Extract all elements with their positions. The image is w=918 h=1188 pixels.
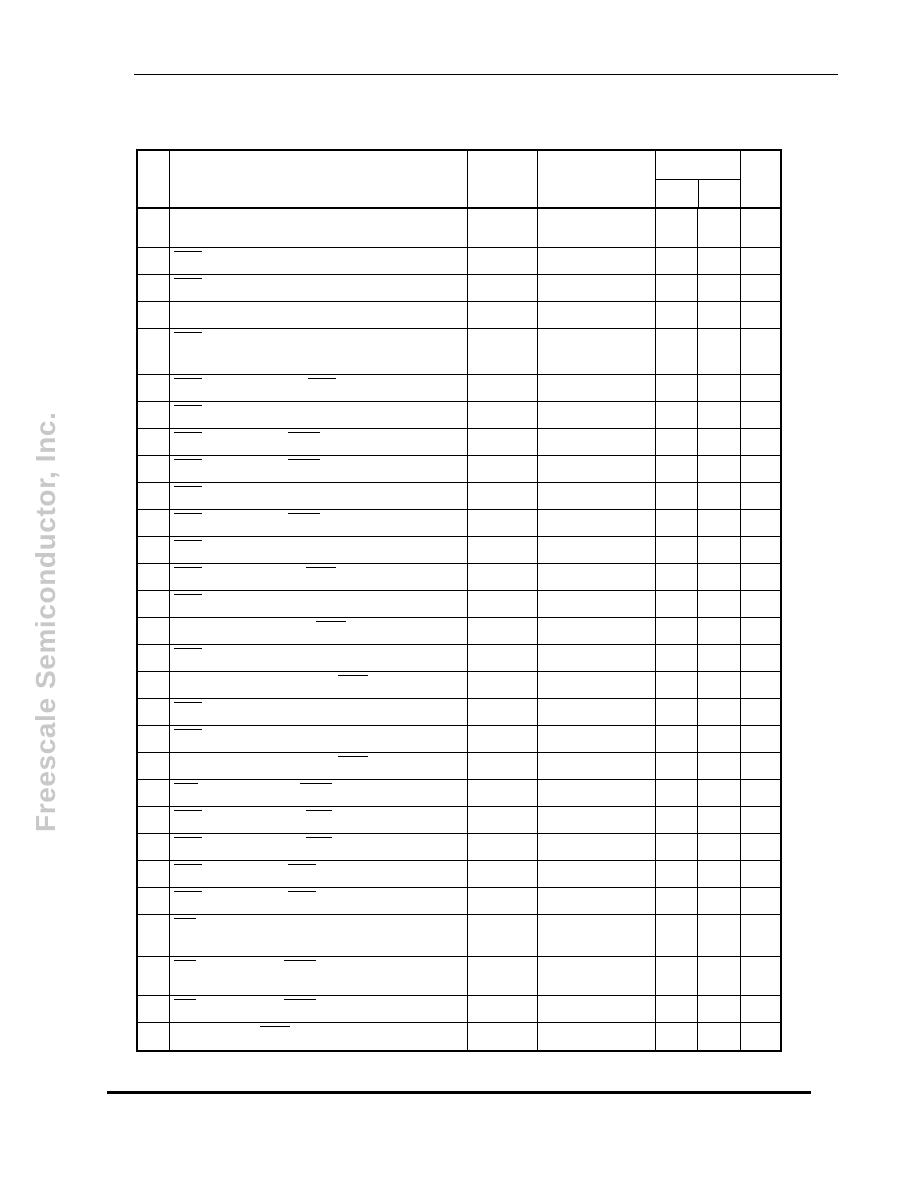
cell-characteristic bbox=[170, 375, 468, 401]
cell-min bbox=[656, 861, 698, 887]
cell-symbol bbox=[468, 510, 538, 536]
cell-unit bbox=[741, 834, 780, 860]
cell-min bbox=[656, 275, 698, 301]
cell-conditions bbox=[538, 834, 656, 860]
cell-unit bbox=[741, 861, 780, 887]
cell-num bbox=[138, 402, 170, 428]
cell-characteristic bbox=[170, 753, 468, 779]
table-row bbox=[138, 807, 780, 834]
cell-unit bbox=[741, 248, 780, 274]
cell-conditions bbox=[538, 329, 656, 374]
cell-min bbox=[656, 248, 698, 274]
cell-num bbox=[138, 915, 170, 956]
cell-max bbox=[698, 456, 741, 482]
signal-overline bbox=[174, 648, 202, 649]
cell-characteristic bbox=[170, 402, 468, 428]
cell-min bbox=[656, 402, 698, 428]
cell-characteristic bbox=[170, 618, 468, 644]
signal-overline bbox=[174, 594, 202, 595]
header-min-max-divider bbox=[698, 179, 699, 207]
cell-unit bbox=[741, 672, 780, 698]
header-symbol bbox=[468, 151, 538, 207]
cell-num bbox=[138, 302, 170, 328]
cell-min bbox=[656, 888, 698, 914]
cell-num bbox=[138, 1023, 170, 1050]
cell-characteristic bbox=[170, 510, 468, 536]
cell-num bbox=[138, 510, 170, 536]
cell-symbol bbox=[468, 699, 538, 725]
cell-unit bbox=[741, 456, 780, 482]
table-row bbox=[138, 753, 780, 780]
signal-overline bbox=[306, 837, 332, 838]
cell-num bbox=[138, 429, 170, 455]
cell-conditions bbox=[538, 645, 656, 671]
cell-conditions bbox=[538, 209, 656, 247]
cell-unit bbox=[741, 753, 780, 779]
cell-min bbox=[656, 780, 698, 806]
cell-conditions bbox=[538, 957, 656, 995]
signal-overline bbox=[316, 621, 346, 622]
cell-num bbox=[138, 753, 170, 779]
cell-characteristic bbox=[170, 807, 468, 833]
cell-unit bbox=[741, 302, 780, 328]
cell-characteristic bbox=[170, 429, 468, 455]
cell-max bbox=[698, 1023, 741, 1050]
table-row bbox=[138, 429, 780, 456]
cell-max bbox=[698, 483, 741, 509]
cell-conditions bbox=[538, 402, 656, 428]
cell-max bbox=[698, 807, 741, 833]
cell-num bbox=[138, 957, 170, 995]
signal-overline bbox=[174, 702, 202, 703]
cell-num bbox=[138, 375, 170, 401]
signal-overline bbox=[174, 540, 202, 541]
cell-unit bbox=[741, 275, 780, 301]
cell-max bbox=[698, 672, 741, 698]
cell-num bbox=[138, 996, 170, 1022]
cell-symbol bbox=[468, 302, 538, 328]
cell-symbol bbox=[468, 753, 538, 779]
table-row bbox=[138, 915, 780, 957]
table-row bbox=[138, 591, 780, 618]
signal-overline bbox=[284, 999, 316, 1000]
signal-overline bbox=[174, 891, 202, 892]
cell-conditions bbox=[538, 780, 656, 806]
table-row bbox=[138, 888, 780, 915]
cell-symbol bbox=[468, 888, 538, 914]
cell-max bbox=[698, 780, 741, 806]
cell-characteristic bbox=[170, 672, 468, 698]
signal-overline bbox=[174, 567, 202, 568]
cell-max bbox=[698, 618, 741, 644]
cell-conditions bbox=[538, 618, 656, 644]
table-row bbox=[138, 726, 780, 753]
cell-conditions bbox=[538, 726, 656, 752]
cell-min bbox=[656, 537, 698, 563]
cell-min bbox=[656, 753, 698, 779]
signal-overline bbox=[174, 251, 202, 252]
cell-num bbox=[138, 537, 170, 563]
cell-conditions bbox=[538, 753, 656, 779]
cell-conditions bbox=[538, 375, 656, 401]
signal-overline bbox=[338, 675, 368, 676]
cell-min bbox=[656, 591, 698, 617]
cell-max bbox=[698, 861, 741, 887]
cell-min bbox=[656, 834, 698, 860]
cell-num bbox=[138, 645, 170, 671]
cell-unit bbox=[741, 209, 780, 247]
cell-num bbox=[138, 834, 170, 860]
cell-conditions bbox=[538, 483, 656, 509]
cell-characteristic bbox=[170, 275, 468, 301]
signal-overline bbox=[174, 960, 196, 961]
cell-min bbox=[656, 429, 698, 455]
cell-characteristic bbox=[170, 564, 468, 590]
table-row bbox=[138, 699, 780, 726]
cell-max bbox=[698, 429, 741, 455]
cell-unit bbox=[741, 957, 780, 995]
table-row bbox=[138, 645, 780, 672]
signal-overline bbox=[174, 486, 202, 487]
cell-num bbox=[138, 699, 170, 725]
cell-max bbox=[698, 302, 741, 328]
cell-symbol bbox=[468, 402, 538, 428]
cell-num bbox=[138, 780, 170, 806]
cell-min bbox=[656, 483, 698, 509]
watermark: Freescale Semiconductor, Inc. bbox=[30, 411, 61, 832]
table-row bbox=[138, 834, 780, 861]
table-row bbox=[138, 248, 780, 275]
signal-overline bbox=[306, 567, 336, 568]
cell-characteristic bbox=[170, 915, 468, 956]
table-row bbox=[138, 780, 780, 807]
cell-max bbox=[698, 375, 741, 401]
signal-overline bbox=[174, 810, 202, 811]
cell-characteristic bbox=[170, 591, 468, 617]
table-row bbox=[138, 510, 780, 537]
cell-characteristic bbox=[170, 248, 468, 274]
signal-overline bbox=[174, 729, 202, 730]
cell-min bbox=[656, 375, 698, 401]
cell-conditions bbox=[538, 1023, 656, 1050]
cell-conditions bbox=[538, 275, 656, 301]
cell-unit bbox=[741, 483, 780, 509]
cell-conditions bbox=[538, 302, 656, 328]
table-row bbox=[138, 996, 780, 1023]
cell-max bbox=[698, 329, 741, 374]
signal-overline bbox=[174, 999, 196, 1000]
cell-max bbox=[698, 510, 741, 536]
cell-unit bbox=[741, 329, 780, 374]
cell-characteristic bbox=[170, 834, 468, 860]
cell-symbol bbox=[468, 248, 538, 274]
cell-max bbox=[698, 402, 741, 428]
cell-min bbox=[656, 456, 698, 482]
signal-overline bbox=[174, 378, 202, 379]
cell-unit bbox=[741, 537, 780, 563]
table-row bbox=[138, 861, 780, 888]
cell-min bbox=[656, 996, 698, 1022]
cell-min bbox=[656, 699, 698, 725]
cell-max bbox=[698, 888, 741, 914]
cell-min bbox=[656, 957, 698, 995]
cell-min bbox=[656, 726, 698, 752]
cell-symbol bbox=[468, 537, 538, 563]
signal-overline bbox=[174, 405, 202, 406]
signal-overline bbox=[306, 810, 332, 811]
cell-conditions bbox=[538, 888, 656, 914]
cell-min bbox=[656, 645, 698, 671]
cell-characteristic bbox=[170, 699, 468, 725]
cell-conditions bbox=[538, 996, 656, 1022]
cell-unit bbox=[741, 888, 780, 914]
cell-max bbox=[698, 726, 741, 752]
cell-symbol bbox=[468, 275, 538, 301]
cell-symbol bbox=[468, 915, 538, 956]
cell-max bbox=[698, 699, 741, 725]
cell-min bbox=[656, 329, 698, 374]
cell-num bbox=[138, 329, 170, 374]
cell-characteristic bbox=[170, 1023, 468, 1050]
cell-characteristic bbox=[170, 726, 468, 752]
cell-characteristic bbox=[170, 329, 468, 374]
cell-num bbox=[138, 591, 170, 617]
signal-overline bbox=[284, 960, 316, 961]
signal-overline bbox=[174, 278, 202, 279]
cell-max bbox=[698, 834, 741, 860]
cell-max bbox=[698, 591, 741, 617]
cell-max bbox=[698, 957, 741, 995]
cell-symbol bbox=[468, 645, 538, 671]
header-rule bbox=[134, 74, 838, 75]
cell-unit bbox=[741, 807, 780, 833]
cell-characteristic bbox=[170, 456, 468, 482]
signal-overline bbox=[174, 432, 202, 433]
cell-num bbox=[138, 888, 170, 914]
cell-symbol bbox=[468, 957, 538, 995]
cell-conditions bbox=[538, 564, 656, 590]
footer-rule bbox=[107, 1091, 811, 1094]
cell-unit bbox=[741, 915, 780, 956]
cell-min bbox=[656, 209, 698, 247]
cell-min bbox=[656, 915, 698, 956]
signal-overline bbox=[174, 783, 198, 784]
cell-symbol bbox=[468, 591, 538, 617]
table-body bbox=[138, 209, 780, 1050]
table-row bbox=[138, 209, 780, 248]
cell-max bbox=[698, 537, 741, 563]
signal-overline bbox=[174, 459, 202, 460]
signal-overline bbox=[300, 783, 332, 784]
signal-overline bbox=[288, 513, 320, 514]
cell-conditions bbox=[538, 510, 656, 536]
cell-num bbox=[138, 564, 170, 590]
cell-unit bbox=[741, 996, 780, 1022]
cell-symbol bbox=[468, 807, 538, 833]
cell-characteristic bbox=[170, 302, 468, 328]
cell-symbol bbox=[468, 861, 538, 887]
cell-num bbox=[138, 726, 170, 752]
cell-symbol bbox=[468, 429, 538, 455]
cell-characteristic bbox=[170, 888, 468, 914]
cell-symbol bbox=[468, 672, 538, 698]
cell-min bbox=[656, 564, 698, 590]
cell-unit bbox=[741, 429, 780, 455]
cell-min bbox=[656, 618, 698, 644]
cell-conditions bbox=[538, 248, 656, 274]
cell-unit bbox=[741, 510, 780, 536]
header-num bbox=[138, 151, 170, 207]
cell-symbol bbox=[468, 209, 538, 247]
header-unit bbox=[741, 151, 780, 207]
cell-characteristic bbox=[170, 996, 468, 1022]
cell-num bbox=[138, 672, 170, 698]
table-row bbox=[138, 618, 780, 645]
cell-unit bbox=[741, 618, 780, 644]
cell-max bbox=[698, 564, 741, 590]
header-conditions bbox=[538, 151, 656, 207]
cell-conditions bbox=[538, 699, 656, 725]
table-row bbox=[138, 402, 780, 429]
cell-min bbox=[656, 672, 698, 698]
table-row bbox=[138, 275, 780, 302]
cell-symbol bbox=[468, 726, 538, 752]
table-row bbox=[138, 537, 780, 564]
signal-overline bbox=[288, 891, 316, 892]
cell-conditions bbox=[538, 429, 656, 455]
cell-num bbox=[138, 807, 170, 833]
table-row bbox=[138, 329, 780, 375]
signal-overline bbox=[174, 918, 196, 919]
cell-unit bbox=[741, 591, 780, 617]
cell-conditions bbox=[538, 537, 656, 563]
cell-symbol bbox=[468, 483, 538, 509]
spec-table bbox=[136, 149, 782, 1052]
table-row bbox=[138, 483, 780, 510]
table-header bbox=[138, 151, 780, 209]
cell-max bbox=[698, 275, 741, 301]
cell-symbol bbox=[468, 1023, 538, 1050]
cell-conditions bbox=[538, 915, 656, 956]
signal-overline bbox=[338, 756, 368, 757]
table-row bbox=[138, 1023, 780, 1050]
cell-characteristic bbox=[170, 957, 468, 995]
table-row bbox=[138, 456, 780, 483]
cell-unit bbox=[741, 375, 780, 401]
cell-unit bbox=[741, 1023, 780, 1050]
cell-symbol bbox=[468, 618, 538, 644]
signal-overline bbox=[288, 432, 320, 433]
cell-characteristic bbox=[170, 483, 468, 509]
signal-overline bbox=[174, 864, 202, 865]
cell-min bbox=[656, 302, 698, 328]
cell-num bbox=[138, 456, 170, 482]
cell-unit bbox=[741, 780, 780, 806]
cell-num bbox=[138, 861, 170, 887]
cell-conditions bbox=[538, 807, 656, 833]
cell-num bbox=[138, 275, 170, 301]
cell-conditions bbox=[538, 456, 656, 482]
cell-max bbox=[698, 248, 741, 274]
signal-overline bbox=[260, 1026, 290, 1027]
cell-num bbox=[138, 248, 170, 274]
cell-unit bbox=[741, 726, 780, 752]
cell-max bbox=[698, 645, 741, 671]
cell-characteristic bbox=[170, 537, 468, 563]
cell-min bbox=[656, 1023, 698, 1050]
table-row bbox=[138, 375, 780, 402]
cell-min bbox=[656, 807, 698, 833]
header-limits bbox=[656, 151, 741, 207]
cell-symbol bbox=[468, 780, 538, 806]
cell-conditions bbox=[538, 861, 656, 887]
cell-characteristic bbox=[170, 780, 468, 806]
table-row bbox=[138, 302, 780, 329]
signal-overline bbox=[288, 864, 316, 865]
cell-min bbox=[656, 510, 698, 536]
cell-max bbox=[698, 753, 741, 779]
signal-overline bbox=[174, 332, 202, 333]
cell-symbol bbox=[468, 329, 538, 374]
cell-symbol bbox=[468, 564, 538, 590]
cell-max bbox=[698, 996, 741, 1022]
cell-unit bbox=[741, 564, 780, 590]
cell-symbol bbox=[468, 996, 538, 1022]
cell-symbol bbox=[468, 834, 538, 860]
cell-max bbox=[698, 915, 741, 956]
cell-unit bbox=[741, 645, 780, 671]
cell-unit bbox=[741, 699, 780, 725]
cell-characteristic bbox=[170, 645, 468, 671]
signal-overline bbox=[174, 837, 202, 838]
cell-symbol bbox=[468, 456, 538, 482]
signal-overline bbox=[308, 378, 336, 379]
signal-overline bbox=[288, 459, 320, 460]
header-characteristic bbox=[170, 151, 468, 207]
cell-max bbox=[698, 209, 741, 247]
table-row bbox=[138, 672, 780, 699]
cell-characteristic bbox=[170, 861, 468, 887]
cell-characteristic bbox=[170, 209, 468, 247]
cell-num bbox=[138, 209, 170, 247]
table-row bbox=[138, 564, 780, 591]
cell-unit bbox=[741, 402, 780, 428]
table-row bbox=[138, 957, 780, 996]
cell-conditions bbox=[538, 672, 656, 698]
cell-conditions bbox=[538, 591, 656, 617]
signal-overline bbox=[174, 513, 202, 514]
cell-symbol bbox=[468, 375, 538, 401]
cell-num bbox=[138, 483, 170, 509]
cell-num bbox=[138, 618, 170, 644]
